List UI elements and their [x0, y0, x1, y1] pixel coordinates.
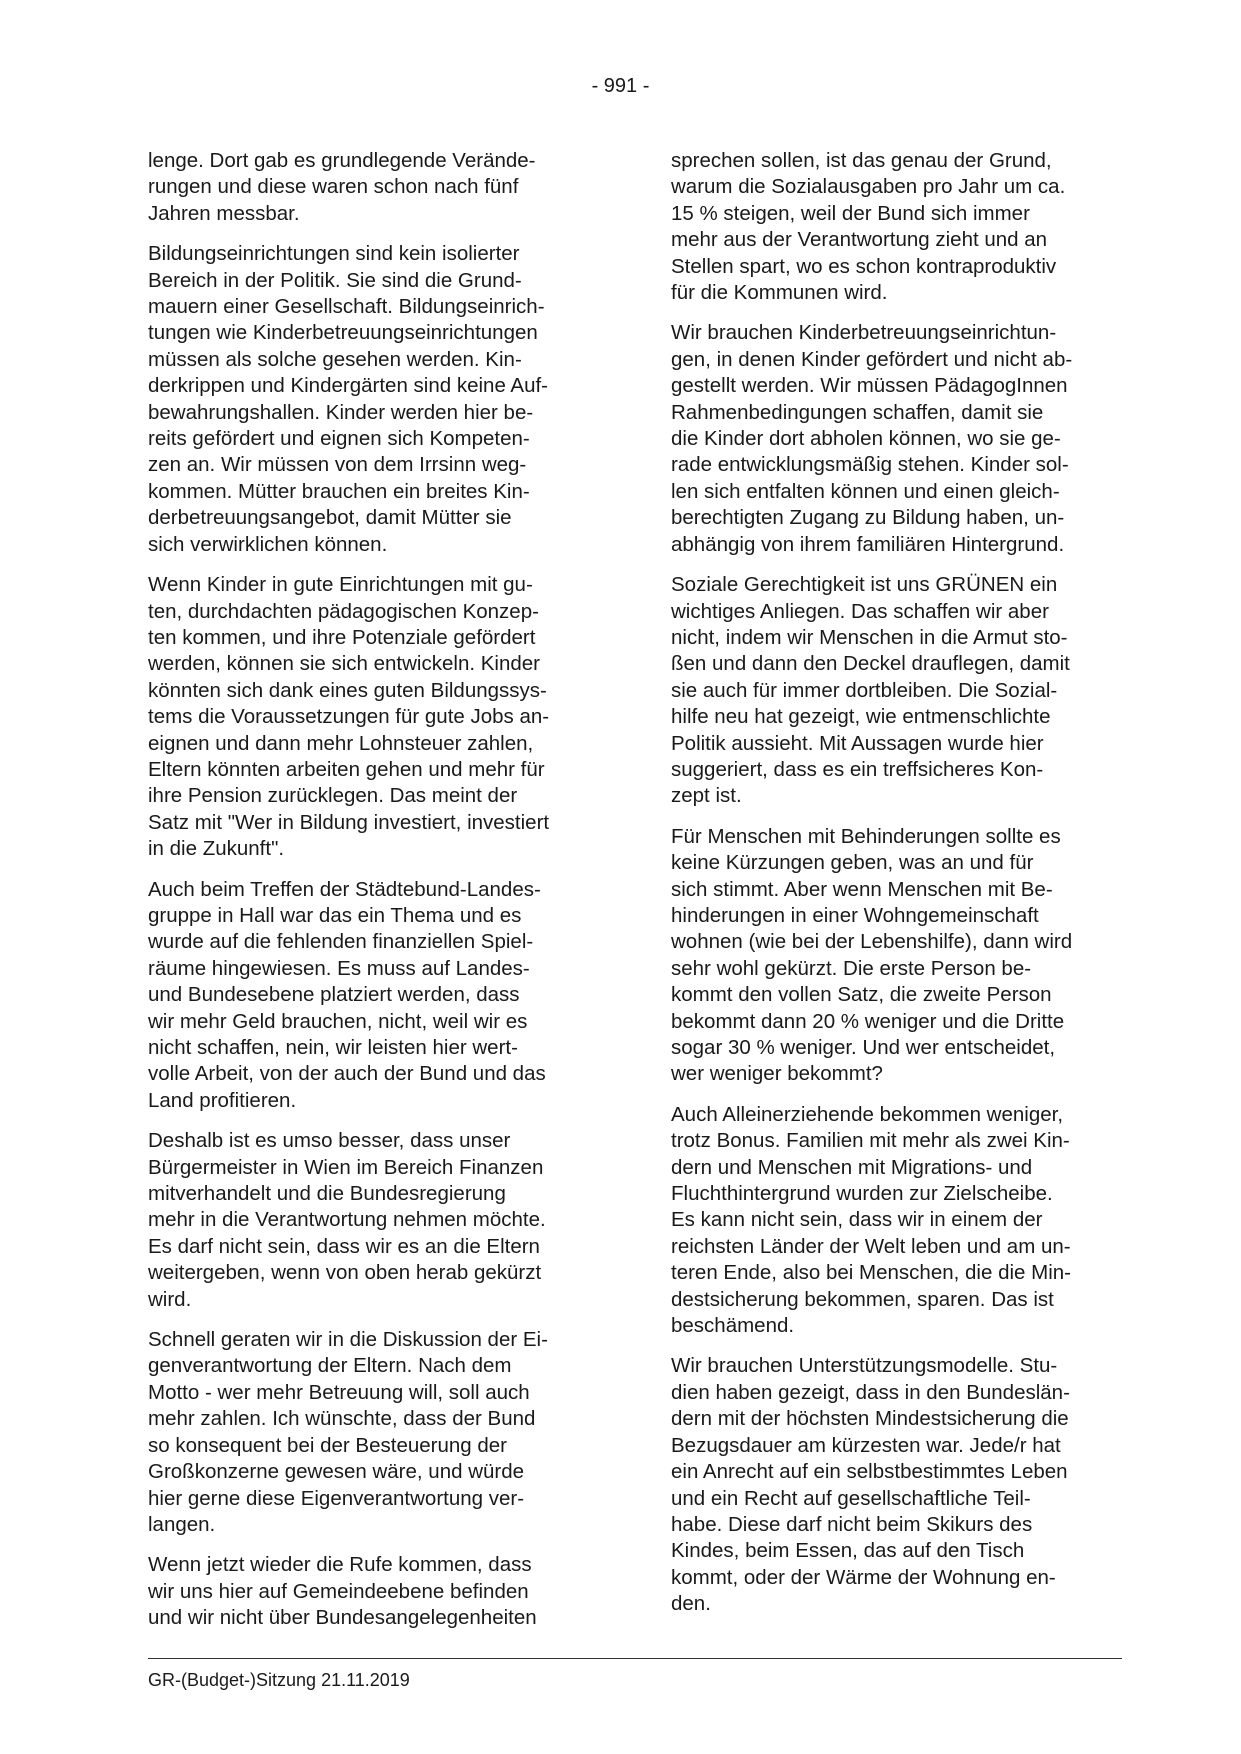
paragraph: lenge. Dort gab es grundlegende Verände- rungen und diese waren schon nach fünf Jahren messbar. [148, 149, 536, 225]
footer-text: GR-(Budget-)Sitzung 21.11.2019 [148, 1670, 410, 1690]
paragraph: Wir brauchen Kinderbetreuungseinrichtun- gen, in denen Kinder gefördert und nicht ab- gestellt werden. Wir müssen PädagogInnen Rahmenbedingungen schaffen, damit sie die Kinder dort abholen können, wo sie ge- rade entwicklungsmäßig stehen. Kinder sol- len sich entfalten können und einen gleich- berechtigten Zugang zu Bildung haben, un- abhängig von ihrem familiären Hintergrund. [671, 321, 1073, 556]
paragraph: Soziale Gerechtigkeit ist uns GRÜNEN ein wichtiges Anliegen. Das schaffen wir aber nicht, indem wir Menschen in die Armut sto- ßen und dann den Deckel drauflegen, damit sie auch für immer dortbleiben. Die Sozial- hilfe neu hat gezeigt, wie entmenschlichte Politik aussieht. Mit Aussagen wurde hier suggeriert, dass es ein treffsicheres Kon- zept ist. [671, 573, 1070, 808]
paragraph: Für Menschen mit Behinderungen sollte es keine Kürzungen geben, was an und für sich stimmt. Aber wenn Menschen mit Be- hinderungen in einer Wohngemeinschaft wohnen (wie bei der Lebenshilfe), dann wird sehr wohl gekürzt. Die erste Person be- kommt den vollen Satz, die zweite Person bekommt dann 20 % weniger und die Dritte sogar 30 % weniger. Und wer entscheidet, wer weniger bekommt? [671, 824, 1073, 1086]
paragraph: Wenn Kinder in gute Einrichtungen mit gu- ten, durchdachten pädagogischen Konzep- ten kommen, und ihre Potenziale gefördert werden, können sie sich entwickeln. Kinder könnten sich dank eines guten Bildungssys- tems die Voraussetzungen für gute Jobs an- eignen und dann mehr Lohnsteuer zahlen, Eltern könnten arbeiten gehen und mehr für ihre Pension zurücklegen. Das meint der Satz mit "Wer in Bildung investiert, investiert in die Zukunft". [148, 573, 550, 861]
page-number: - 991 - [591, 75, 650, 97]
paragraph: Deshalb ist es umso besser, dass unser Bürgermeister in Wien im Bereich Finanzen mitverhandelt und die Bundesregierung mehr in die Verantwortung nehmen möchte. Es darf nicht sein, dass wir es an die Eltern weitergeben, wenn von oben herab gekürzt wird. [148, 1129, 546, 1311]
paragraph: Auch beim Treffen der Städtebund-Landes- gruppe in Hall war das ein Thema und es wurde auf die fehlenden finanziellen Spiel- räume hingewiesen. Es muss auf Landes- und Bundesebene platziert werden, dass wir mehr Geld brauchen, nicht, weil wir es nicht schaffen, nein, wir leisten hier wert- volle Arbeit, von der auch der Bund und das Land profitieren. [148, 877, 546, 1112]
paragraph: Bildungseinrichtungen sind kein isolierter Bereich in der Politik. Sie sind die Grund- mauern einer Gesellschaft. Bildungseinrich- tungen wie Kinderbetreuungseinrichtungen müssen als solche gesehen werden. Kin- derkrippen und Kindergärten sind keine Auf- bewahrungshallen. Kinder werden hier be- reits gefördert und eignen sich Kompeten- zen an. Wir müssen von dem Irrsinn weg- kommen. Mütter brauchen ein breites Kin- derbetreuungsangebot, damit Mütter sie sich verwirklichen können. [148, 242, 549, 556]
right-column [671, 148, 1121, 1632]
paragraph: sprechen sollen, ist das genau der Grund, warum die Sozialausgaben pro Jahr um ca. 15 % steigen, weil der Bund sich immer mehr aus der Verantwortung zieht und an Stellen spart, wo es schon kontraproduktiv für die Kommunen wird. [671, 149, 1066, 305]
paragraph: Auch Alleinerziehende bekommen weniger, trotz Bonus. Familien mit mehr als zwei Kin- dern und Menschen mit Migrations- und Fluchthintergrund wurden zur Zielscheibe. Es kann nicht sein, dass wir in einem der reichsten Länder der Welt leben und am un- teren Ende, also bei Menschen, die die Min- destsicherung bekommen, sparen. Das ist beschämend. [671, 1102, 1071, 1338]
paragraph: Wenn jetzt wieder die Rufe kommen, dass wir uns hier auf Gemeindeebene befinden und wir nicht über Bundesangelegenheiten [148, 1553, 537, 1630]
paragraph: Wir brauchen Unterstützungsmodelle. Stu- dien haben gezeigt, dass in den Bundeslän- dern mit der höchsten Mindestsicherung die Bezugsdauer am kürzesten war. Jede/r hat ein Anrecht auf ein selbstbestimmtes Leben und ein Recht auf gesellschaftliche Teil- habe. Diese darf nicht beim Skikurs des Kindes, beim Essen, das auf den Tisch kommt, oder der Wärme der Wohnung en- den. [671, 1354, 1070, 1616]
paragraph: Schnell geraten wir in die Diskussion der Ei- genverantwortung der Eltern. Nach dem Motto - wer mehr Betreuung will, soll auch mehr zahlen. Ich wünschte, dass der Bund so konsequent bei der Besteuerung der Großkonzerne gewesen wäre, und würde hier gerne diese Eigenverantwortung ver- langen. [148, 1328, 548, 1536]
footer-divider [148, 1658, 1122, 1659]
left-column [148, 148, 598, 1646]
